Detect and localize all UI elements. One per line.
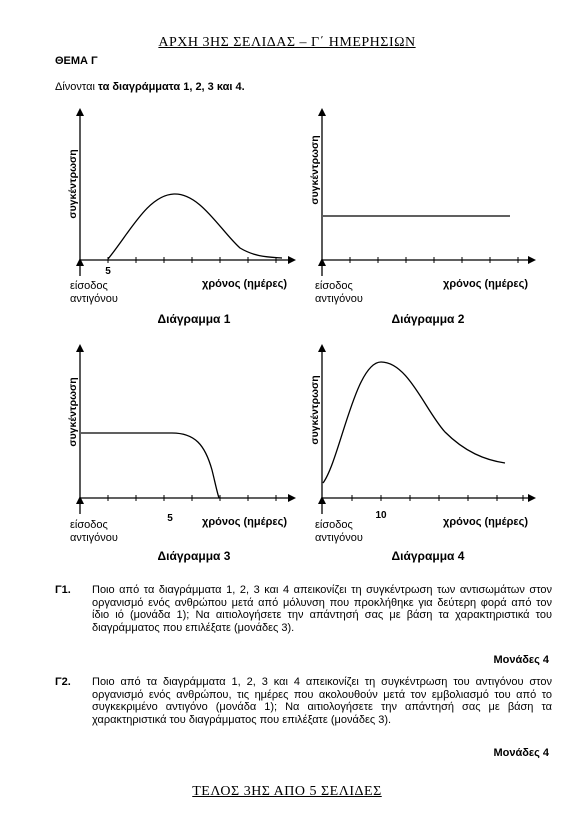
diagram-2-ylabel: συγκέντρωση bbox=[309, 135, 321, 205]
diagram-3 bbox=[67, 348, 292, 563]
diagram-3-origin-label-1: είσοδος bbox=[70, 519, 108, 531]
diagram-2 bbox=[309, 112, 532, 326]
diagram-3-tick-label: 5 bbox=[167, 513, 173, 524]
diagram-3-origin-label-2: αντιγόνου bbox=[70, 532, 118, 544]
diagram-1-title: Διάγραμμα 1 bbox=[157, 312, 231, 326]
diagram-3-ylabel: συγκέντρωση bbox=[67, 377, 79, 447]
diagram-4-origin-label-1: είσοδος bbox=[315, 519, 353, 531]
section-title: ΘΕΜΑ Γ bbox=[55, 55, 98, 67]
diagram-4-title: Διάγραμμα 4 bbox=[391, 549, 465, 563]
intro-plain: Δίνονται bbox=[55, 81, 98, 93]
page-footer-text: ΤΕΛΟΣ 3ΗΣ ΑΠΟ 5 ΣΕΛΙΔΕΣ bbox=[192, 784, 382, 799]
diagram-3-curve bbox=[81, 433, 219, 498]
diagram-1-xlabel: χρόνος (ημέρες) bbox=[202, 278, 287, 290]
question-g2-marks: Μονάδες 4 bbox=[493, 747, 549, 759]
diagram-2-title: Διάγραμμα 2 bbox=[391, 312, 465, 326]
diagram-3-title: Διάγραμμα 3 bbox=[157, 549, 231, 563]
diagram-4 bbox=[309, 348, 532, 563]
diagram-3-xlabel: χρόνος (ημέρες) bbox=[202, 516, 287, 528]
diagram-4-xlabel: χρόνος (ημέρες) bbox=[443, 516, 528, 528]
diagram-1-origin-label-1: είσοδος bbox=[70, 280, 108, 292]
question-g1-number: Γ1. bbox=[55, 584, 71, 596]
question-g1-marks: Μονάδες 4 bbox=[493, 654, 549, 666]
diagram-4-tick-label: 10 bbox=[375, 510, 387, 521]
diagram-4-curve bbox=[323, 362, 505, 483]
page-header-text: ΑΡΧΗ 3ΗΣ ΣΕΛΙΔΑΣ – Γ΄ ΗΜΕΡΗΣΙΩΝ bbox=[158, 35, 416, 50]
diagram-2-origin-label-2: αντιγόνου bbox=[315, 293, 363, 305]
diagram-1-tick-label: 5 bbox=[105, 266, 111, 277]
intro-bold: τα διαγράμματα 1, 2, 3 και 4. bbox=[97, 81, 245, 93]
diagram-1-ylabel: συγκέντρωση bbox=[67, 149, 79, 219]
diagram-1 bbox=[67, 112, 292, 326]
diagram-1-curve bbox=[108, 194, 282, 259]
question-g2-text: Ποιο από τα διαγράμματα 1, 2, 3 και 4 απεικονίζει τη συγκέντρωση του αντιγόνου στον οργανισμό ενός ανθρώπου, τις ημέρες που ακολουθούν μετά τον εμβολιασμό του από το συγκεκριμένο αντιγόνο (μονάδα 1); Να αιτιολογήσετε την απάντησή σας με βάση τα χαρακτηριστικά του διαγράμματος που επιλέξατε (μονάδες 3). bbox=[92, 676, 552, 727]
question-g2 bbox=[55, 676, 555, 762]
question-g1 bbox=[55, 584, 555, 670]
question-g2-number: Γ2. bbox=[55, 676, 71, 688]
diagram-4-origin-label-2: αντιγόνου bbox=[315, 532, 363, 544]
diagram-4-ylabel: συγκέντρωση bbox=[309, 375, 321, 445]
question-g1-text: Ποιο από τα διαγράμματα 1, 2, 3 και 4 απεικονίζει τη συγκέντρωση των αντισωμάτων στον οργανισμό ενός ανθρώπου μετά από μόλυνση που προκλήθηκε για δεύτερη φορά από τον ίδιο ιό (μονάδα 1); Να αιτιολογήσετε την απάντησή σας με βάση τα χαρακτηριστικά του διαγράμματος που επιλέξατε (μονάδες 3). bbox=[92, 584, 552, 635]
diagram-1-origin-label-2: αντιγόνου bbox=[70, 293, 118, 305]
page-footer bbox=[0, 784, 574, 800]
diagram-2-origin-label-1: είσοδος bbox=[315, 280, 353, 292]
diagram-2-xlabel: χρόνος (ημέρες) bbox=[443, 278, 528, 290]
